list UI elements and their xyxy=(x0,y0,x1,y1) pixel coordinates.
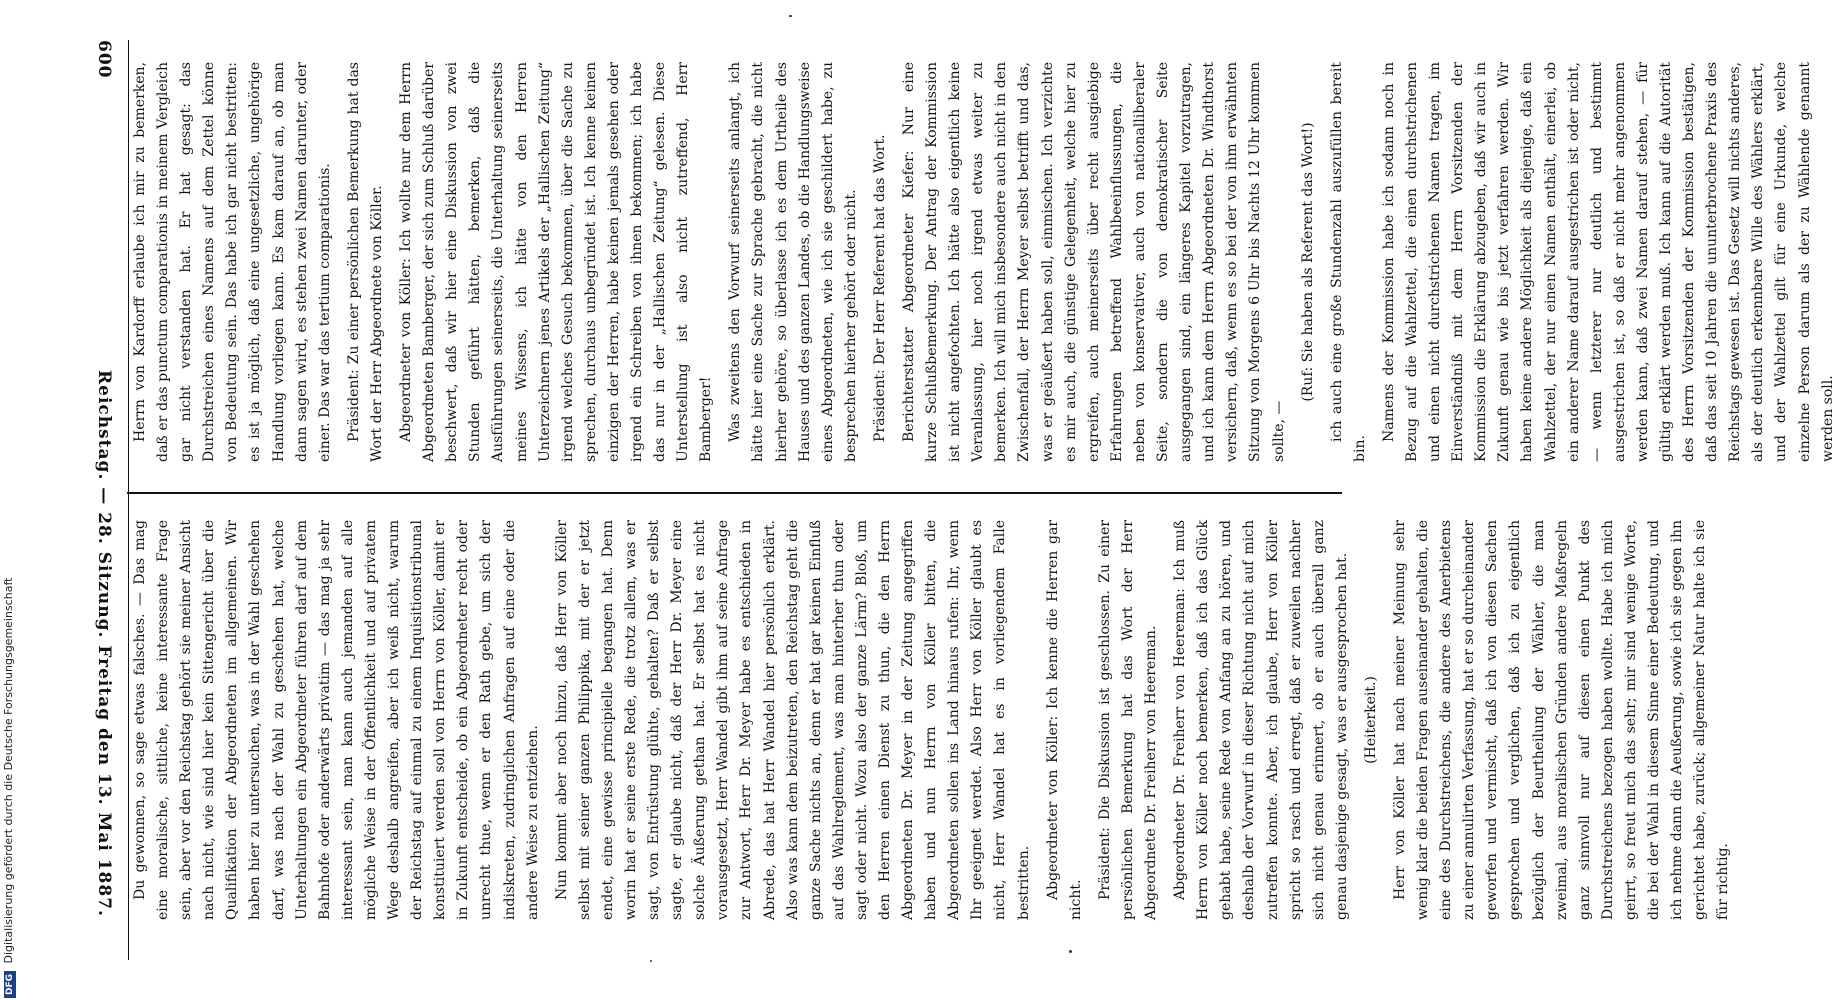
credit-text: Digitalisierung gefördert durch die Deutsche Forschungsgemeinschaft xyxy=(2,577,15,964)
running-head xyxy=(82,40,122,940)
paragraph: Präsident: Die Diskussion ist geschlossen. Zu einer persönlichen Bemerkung hat das Wort der Herr Abgeordnete Dr. Freiherr von Heereman. xyxy=(1096,520,1160,920)
stage-direction: (Ruf: Sie haben als Referent das Wort!) xyxy=(1299,122,1316,402)
paragraph: Herrn von Kardorff erlaube ich mir zu bemerken, daß er das punctum comparationis in meinem Vergleich gar nicht verstanden hat. Er hat gesagt: das Durchstreichen eines Namens auf dem Zettel könne von Bedeutung sein. Das habe ich gar nicht bestritten: es ist ja möglich, daß eine ungesetzliche, ungehörige Handlung vorliegen kann. Es kam darauf an, ob man dann sagen wird, es stehen zwei Namen darunter, oder einer. Das war das tertium comparationis. xyxy=(132,62,333,462)
paragraph: Präsident: Zu einer persönlichen Bemerkung hat das Wort der Herr Abgeordnete von Köller. xyxy=(345,62,385,462)
paragraph: Nun kommt aber noch hinzu, daß Herr von Köller selbst mit seiner ganzen Philippika, mit der er jetzt endet, eine gewisse principielle begangen hat. Denn worin hat er seine erste Rede, die trotz allem, was er sagt, von Entrüstung glühte, gehalten? Daß er selbst sagte, er glaube nicht, daß der Herr Dr. Meyer eine solche Äußerung gethan hat. Er selbst hat es nicht vorausgesetzt, Herr Wandel gibt ihm auf seine Anfrage zur Antwort, Herr Dr. Meyer habe es entschieden in Abrede, das hat Herr Wandel hier persönlich erklärt. Also was kann dem beizutreten, den Reichstag geht die ganze Sache nichts an, denn er hat gar keinen Einfluß auf das Wahlreglement, was man hinterher thun oder sagt oder nicht. Wozu also der ganze Lärm? Bloß, um den Herren einen Dienst zu thun, die den Herrn Abgeordneten Dr. Meyer in der Zeitung angegriffen haben und nun Herrn von Köller bitten, die Abgeordneten sollen ins Land hinaus rufen: Ihr, wenn Ihr geeignet werdet. Also Herr von Köller glaubt es nicht, Herr Wandel hat es in vorliegendem Falle bestritten. xyxy=(553,520,1032,920)
paragraph: Abgeordneter von Köller: Ich kenne die Herren gar nicht. xyxy=(1044,520,1084,920)
dfg-logo: DFG xyxy=(4,971,16,998)
paragraph: ich auch eine große Stundenzahl auszufüllen bereit bin. xyxy=(1328,62,1368,462)
paragraph: Du gewonnen, so sage etwas falsches. — Das mag eine moralische, sittliche, keine interessante Frage sein, aber vor den Reichstag gehört sie meiner Ansicht nach nicht, wie sind hier kein Sittengericht über die Qualifikation der Abgeordneten im allgemeinen. Wir haben hier zu untersuchen, was in der Wahl geschehen darf, was nach der Wahl zu geschehen hat, welche Unterhaltungen ein Abgeordneter führen darf auf dem Bahnhofe oder anderwärts privatim — das mag ja sehr interessant sein, man kann auch jemanden auf alle mögliche Weise in der Öffentlichkeit und auf privatem Wege deshalb angreifen, aber ich weiß nicht, warum der Reichstag auf einmal zu einem Inquisitionstribunal konstituiert werden soll von Herrn von Köller, damit er in Zukunft entscheide, ob ein Abgeordneter recht oder unrecht thue, wenn er den Rath gebe, um sich der indiskreten, zudringlichen Anfragen auf eine oder die andere Weise zu entziehen. xyxy=(132,520,541,920)
paragraph: Herr von Köller hat nach meiner Meinung sehr wenig klar die beiden Fragen auseinander gehalten, die eine des Durchstreichens, die andere des Anerbietens zu einer annulirten Verfassung, hat er so durcheinander geworfen und vermischt, daß ich von diesen Sachen gesprochen und verglichen, daß ich zu eigentlich bezüglich der Beurtheilung der Wähler, die man zweimal, aus moralischen Gründen andere Maßregeln ganz sinnvoll nur auf diesen einen Punkt des Durchstreichens bezogen haben wollte. Habe ich mich geirrt, so freut mich das sehr; mir sind wenige Worte, die bei der Wahl in diesem Sinne einer Bedeutung, und ich nehme dann die Aeußerung, sowie ich sie gegen ihn gerichtet habe, zurück; allgemeiner Natur halte ich sie für richtig. xyxy=(1391,520,1732,920)
paragraph: Was zweitens den Vorwurf seinerseits anlangt, ich hätte hier eine Sache zur Sprache gebracht, die nicht hierher gehöre, so überlasse ich es dem Urtheile des Hauses und des ganzen Landes, ob die Handlungsweise eines Abgeordneten, wie ich sie geschildert habe, zu besprechen hierher gehört oder nicht. xyxy=(727,62,859,462)
paragraph: Berichterstatter Abgeordneter Kiefer: Nur eine kurze Schlußbemerkung. Der Antrag der Kommission ist nicht angefochten. Ich hätte also eigentlich keine Veranlassung, hier noch irgend etwas weiter zu bemerken. Ich will mich insbesondere auch nicht in den Zwischenfall, der Herrn Meyer selbst betrifft und das, was er geäußert haben soll, einmischen. Ich verzichte es mir auch, die günstige Gelegenheit, welche hier zu ergreifen, auch meinerseits über recht ausgiebige Erfahrungen betreffend Wahlbeeinflussungen, die neben von konservativer, auch von nationalliberaler Seite, sondern die von demokratischer Seite ausgegangen sind, ein längeres Kapitel vorzutragen, und ich kann dem Herrn Abgeordneten Dr. Windthorst versichern, daß, wenn es so bei der von ihm erwähnten Sitzung von Morgens 6 Uhr bis Nachts 12 Uhr kommen sollte, — xyxy=(901,62,1287,462)
paragraph: Namens der Kommission habe ich sodann noch in Bezug auf die Wahlzettel, die einen durchstrichenen und einen nicht durchstrichenen Namen tragen, im Einverständniß mit dem Herrn Vorsitzenden der Kommission die Erklärung abzugeben, daß wir auch in Zukunft genau wie bis jetzt verfahren werden. Wir haben keine andere Möglichkeit als diejenige, daß ein Wahlzettel, der nur einen Namen enthält, einerlei, ob ein anderer Name darauf ausgestrichen ist oder nicht, — wenn letzterer nur deutlich und bestimmt ausgestrichen ist, so daß er nicht mehr angenommen werden kann, daß zwei Namen darauf stehen, — für gültig erklärt werden muß. Ich kann auf die Autorität des Herrn Vorsitzenden der Kommission bestätigen, daß das seit 10 Jahren die ununterbrochene Praxis des Reichstags gewesen ist. Das Gesetz will nichts anderes, als der deutlich erkennbare Wille des Wählers erklärt, und der Wahlzettel gilt für eine Urkunde, welche einzelne Person darum als der zu Wählende genannt werden soll. xyxy=(1380,62,1836,462)
paragraph: Abgeordneter von Köller: Ich wollte nur dem Herrn Abgeordneten Bamberger, der sich zum Schluß darüber beschwert, daß wir hier eine Diskussion von zwei Stunden geführt hätten, bemerken, daß die Ausführungen seinerseits, die Unterhaltung seinerseits meines Wissens, ich hätte von den Herren Unterzeichnern jenes Artikels der „Hallischen Zeitung“ irgend welches Gesuch bekommen, über die Sache zu sprechen, durchaus unbegründet ist. Ich kenne keinen einzigen der Herren, habe keinen jemals gesehen oder irgend ein Schreiben von ihnen bekommen; ich habe das nur in der „Hallischen Zeitung“ gelesen. Diese Unterstellung ist also nicht zutreffend, Herr Bamberger! xyxy=(398,62,715,462)
text-column-left xyxy=(129,520,1732,920)
column-divider xyxy=(127,492,1342,494)
running-title: Reichstag. — 28. Sitzung. Freitag den 13. Mai 1887. xyxy=(94,370,114,917)
page-number: 600 xyxy=(94,40,114,79)
stage-direction: (Heiterkeit.) xyxy=(1362,676,1379,764)
paragraph: Präsident: Der Herr Referent hat das Wort. xyxy=(871,134,888,442)
paragraph: Abgeordneter Dr. Freiherr von Heereman: Ich muß Herrn von Köller noch bemerken, daß ich das Glück gehabt habe, seine Rede von Anfang an zu hören, und deshalb der Vorwurf in dieser Richtung nicht auf mich zutreffen konnte. Aber, ich glaube, Herr von Köller spricht so rasch und erregt, daß er zuweilen nachher sich nicht genau erinnert, ob er auch überall ganz genau dasjenige gesagt, was er ausgesprochen hat. xyxy=(1172,520,1350,920)
digitization-credit xyxy=(2,578,16,998)
text-column-right xyxy=(129,62,1836,462)
